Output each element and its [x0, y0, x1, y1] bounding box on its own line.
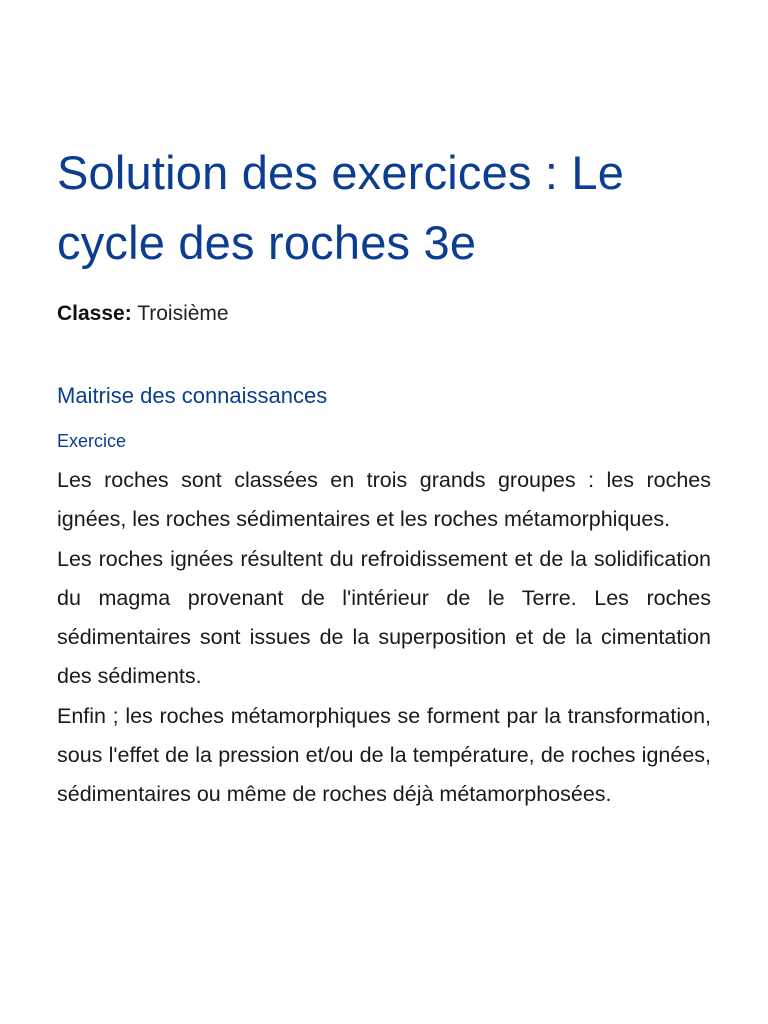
- subsection-heading: Exercice: [57, 431, 127, 451]
- paragraph-2: Les roches ignées résultent du refroidissement et de la solidification du magma provenant de l'intérieur de le Terre. Les roches sédimentaires sont issues de la superposition et de la cimentation des sédiments.: [57, 546, 711, 689]
- page-title: Solution des exercices : Le cycle des roches 3e: [57, 146, 625, 269]
- paragraph-1: Les roches sont classées en trois grands groupes : les roches ignées, les roches sédimentaires et les roches métamorphiques.: [57, 468, 711, 532]
- paragraph-3: Enfin ; les roches métamorphiques se forment par la transformation, sous l'effet de la pression et/ou de la température, de roches ignées, sédimentaires ou même de roches déjà métamorphosées.: [57, 703, 711, 807]
- document-page: [57, 138, 711, 815]
- exercise-body: [57, 461, 711, 815]
- class-value: Troisième: [137, 302, 229, 325]
- class-info: [57, 299, 711, 329]
- section-heading: Maitrise des connaissances: [57, 383, 328, 408]
- class-label: Classe:: [57, 302, 132, 325]
